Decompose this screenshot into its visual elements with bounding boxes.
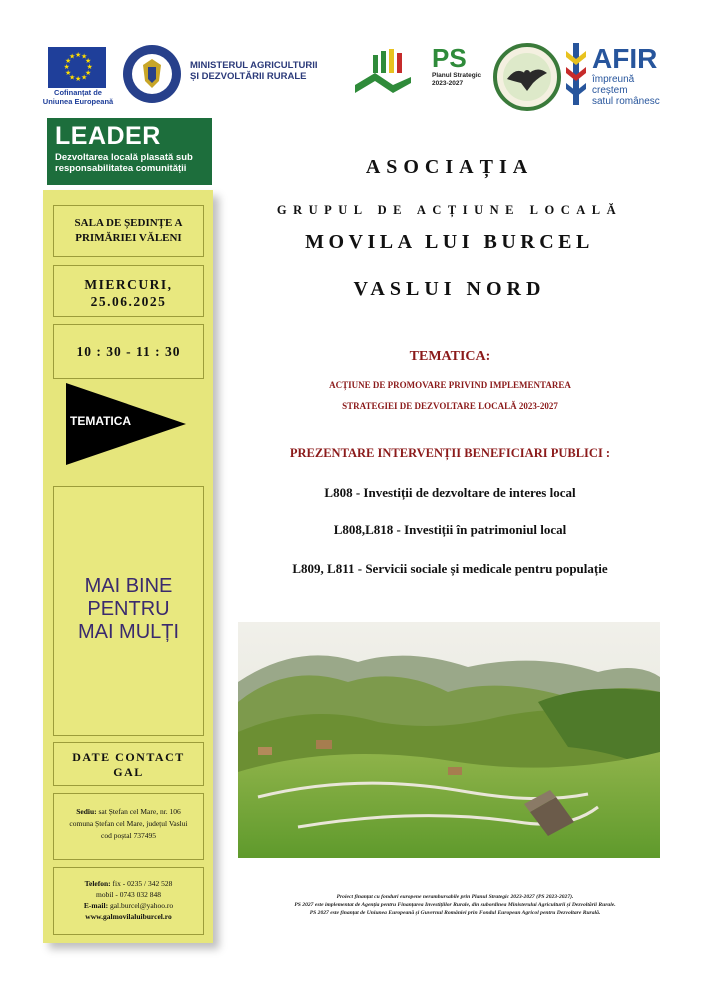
intervention-item: L809, L811 - Servicii sociale și medicale pentru populație: [292, 561, 608, 576]
email-link[interactable]: gal.burcel@yahoo.ro: [108, 901, 174, 910]
intervention-item: L808 - Investiții de dezvoltare de interes local: [324, 485, 576, 500]
arrow-label: TEMATICA: [70, 414, 132, 428]
sidebar: [43, 190, 213, 943]
svg-text:★: ★: [81, 73, 88, 82]
svg-text:★: ★: [81, 52, 88, 61]
svg-text:★: ★: [86, 63, 93, 71]
heading-vaslui: VASLUI NORD: [353, 278, 546, 300]
motto-box: MAI BINE PENTRU MAI MULȚI: [53, 486, 204, 736]
svg-text:★: ★: [65, 69, 72, 77]
svg-text:★: ★: [63, 63, 70, 71]
svg-text:★: ★: [75, 75, 82, 83]
contact-title-box: DATE CONTACT GAL: [53, 742, 204, 786]
ps-wheat-icon: [353, 45, 413, 100]
afir-logo: AFIR împreună creștem satul românesc: [592, 43, 660, 107]
landscape-image: [238, 622, 660, 858]
svg-text:★: ★: [69, 52, 76, 61]
phone-box: Telefon: fix - 0235 / 342 528 mobil - 0743 032 848 E-mail: gal.burcel@yahoo.ro www.galmovilaluiburcel.ro: [53, 867, 204, 935]
svg-text:★: ★: [85, 57, 92, 65]
eu-stars-icon: [48, 47, 106, 88]
svg-text:★: ★: [85, 69, 92, 77]
tematica-label: TEMATICA:: [409, 349, 491, 364]
svg-text:★: ★: [69, 73, 76, 82]
heading-gal: GRUPUL DE ACȚIUNE LOCALĂ: [276, 203, 623, 217]
government-seal-logo: [121, 43, 183, 105]
gal-logo: [493, 43, 561, 111]
presentation-title: PREZENTARE INTERVENȚII BENEFICIARI PUBLICI :: [289, 446, 611, 460]
afir-ornament-icon: [564, 43, 588, 105]
svg-text:★: ★: [75, 51, 82, 59]
landscape-photo: [238, 622, 660, 858]
heading-asociatia: ASOCIAȚIA: [365, 156, 534, 178]
intervention-item: L808,L818 - Investiții în patrimoniul local: [333, 522, 567, 537]
eagle-icon: [493, 43, 561, 111]
location-box: SALA DE ȘEDINȚE A PRIMĂRIEI VĂLENI: [53, 205, 204, 257]
romania-coat-of-arms-icon: [121, 43, 183, 105]
date-box: MIERCURI, 25.06.2025: [53, 265, 204, 317]
funding-footer: Proiect finanțat cu fonduri europene nerambursabile prin Planul Strategic 2023-2027 (PS 2023-2027). PS 2027 este implementat de Agenția pentru Finanțarea Investițiilor Rurale, din subordinea Ministerului Agriculturii și Dezvoltării Rurale. PS 2027 este finanțat de Uniunea Europeană și Guvernul României prin Fondul European Agricol pentru Dezvoltare Rurală.: [294, 894, 616, 916]
address-box: Sediu: sat Ștefan cel Mare, nr. 106 comuna Ștefan cel Mare, județul Vaslui cod poștal 737495: [53, 793, 204, 860]
ps-logo: PS Planul Strategic 2023-2027: [432, 43, 482, 87]
tematica-line-1: ACȚIUNE DE PROMOVARE PRIVIND IMPLEMENTAREA: [329, 380, 571, 390]
svg-text:★: ★: [65, 57, 72, 65]
time-box: 10 : 30 - 11 : 30: [53, 324, 204, 379]
eu-flag-logo: [48, 47, 106, 88]
leader-logo: LEADER Dezvoltarea locală plasată sub responsabilitatea comunității: [47, 118, 212, 185]
ministry-name: MINISTERUL AGRICULTURII ȘI DEZVOLTĂRII RURALE: [190, 60, 318, 82]
heading-movila: MOVILA LUI BURCEL: [305, 231, 594, 253]
website-link[interactable]: www.galmovilaluiburcel.ro: [85, 912, 172, 921]
tematica-line-2: STRATEGIEI DE DEZVOLTARE LOCALĂ 2023-2027: [342, 401, 558, 411]
eu-caption: Cofinanțat de Uniunea Europeană: [42, 88, 114, 106]
